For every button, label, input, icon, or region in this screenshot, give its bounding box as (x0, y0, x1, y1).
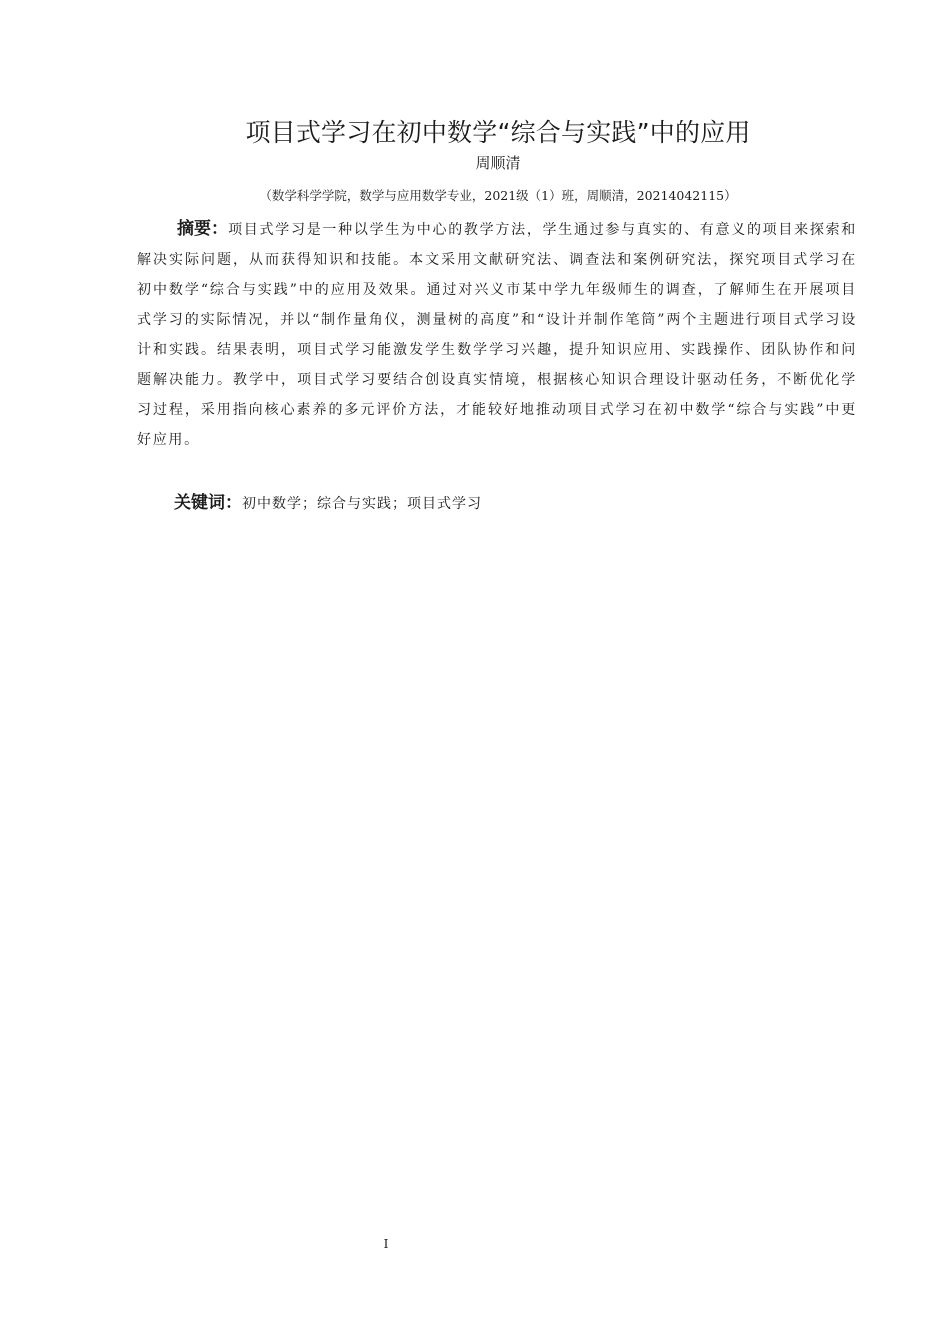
author-name: 周顺清 (475, 154, 521, 172)
abstract-paragraph (137, 214, 857, 455)
author-affiliation: （数学科学学院，数学与应用数学专业，2021级（1）班，周顺清，20214042115） (259, 188, 737, 203)
page-number: I (383, 1237, 389, 1251)
keywords-heading: 关键词： (174, 493, 242, 513)
abstract-heading: 摘要： (177, 219, 229, 239)
abstract-text: 项目式学习是一种以学生为中心的教学方法，学生通过参与真实的、有意义的项目来探索和解决实际问题，从而获得知识和技能。本文采用文献研究法、调查法和案例研究法，探究项目式学习在初中数学“综合与实践”中的应用及效果。通过对兴义市某中学九年级师生的调查，了解师生在开展项目式学习的实际情况，并以“制作量角仪，测量树的高度”和“设计并制作笔筒”两个主题进行项目式学习设计和实践。结果表明，项目式学习能激发学生数学学习兴趣，提升知识应用、实践操作、团队协作和问题解决能力。教学中，项目式学习要结合创设真实情境，根据核心知识合理设计驱动任务，不断优化学习过程，采用指向核心素养的多元评价方法，才能较好地推动项目式学习在初中数学“综合与实践”中更好应用。 (137, 222, 858, 448)
keywords-line (174, 488, 482, 519)
paper-title: 项目式学习在初中数学“综合与实践”中的应用 (245, 118, 751, 147)
keywords-text: 初中数学；综合与实践；项目式学习 (242, 496, 482, 512)
